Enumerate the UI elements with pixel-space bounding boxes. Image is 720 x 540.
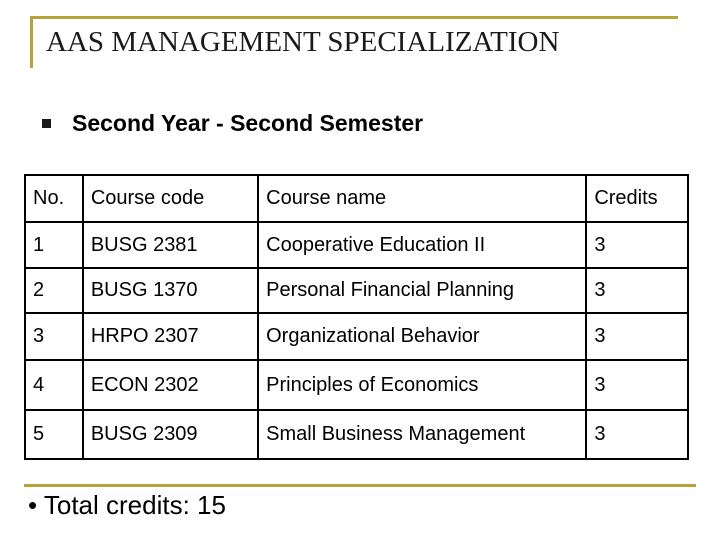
square-bullet-icon bbox=[42, 119, 51, 128]
slide-title: AAS MANAGEMENT SPECIALIZATION bbox=[46, 26, 560, 58]
cell-credits: 3 bbox=[586, 268, 688, 313]
bottom-accent-rule bbox=[24, 484, 696, 487]
table-row bbox=[25, 268, 688, 313]
cell-no: 4 bbox=[25, 360, 83, 410]
cell-course-code: BUSG 2309 bbox=[83, 410, 258, 459]
header-credits: Credits bbox=[586, 175, 688, 222]
cell-course-code: BUSG 2381 bbox=[83, 222, 258, 268]
top-accent-rule bbox=[30, 16, 678, 19]
header-no: No. bbox=[25, 175, 83, 222]
table-header-row bbox=[25, 175, 688, 222]
cell-no: 1 bbox=[25, 222, 83, 268]
cell-course-code: HRPO 2307 bbox=[83, 313, 258, 360]
cell-course-code: BUSG 1370 bbox=[83, 268, 258, 313]
cell-course-name: Small Business Management bbox=[258, 410, 586, 459]
cell-credits: 3 bbox=[586, 222, 688, 268]
cell-course-name: Cooperative Education II bbox=[258, 222, 586, 268]
cell-credits: 3 bbox=[586, 360, 688, 410]
cell-credits: 3 bbox=[586, 410, 688, 459]
cell-course-name: Organizational Behavior bbox=[258, 313, 586, 360]
course-table bbox=[24, 174, 689, 460]
cell-course-code: ECON 2302 bbox=[83, 360, 258, 410]
round-bullet-icon: • bbox=[28, 490, 38, 520]
slide-subtitle: Second Year - Second Semester bbox=[72, 109, 424, 136]
total-credits-text: Total credits: 15 bbox=[43, 490, 226, 520]
cell-no: 3 bbox=[25, 313, 83, 360]
total-credits-row bbox=[28, 490, 226, 521]
subtitle-bullet-row bbox=[42, 108, 423, 138]
table-row bbox=[25, 313, 688, 360]
cell-no: 5 bbox=[25, 410, 83, 459]
header-course-code: Course code bbox=[83, 175, 258, 222]
cell-no: 2 bbox=[25, 268, 83, 313]
header-course-name: Course name bbox=[258, 175, 586, 222]
cell-course-name: Personal Financial Planning bbox=[258, 268, 586, 313]
left-accent-rule bbox=[30, 16, 33, 68]
table-row bbox=[25, 222, 688, 268]
cell-credits: 3 bbox=[586, 313, 688, 360]
table-row bbox=[25, 410, 688, 459]
cell-course-name: Principles of Economics bbox=[258, 360, 586, 410]
table-row bbox=[25, 360, 688, 410]
